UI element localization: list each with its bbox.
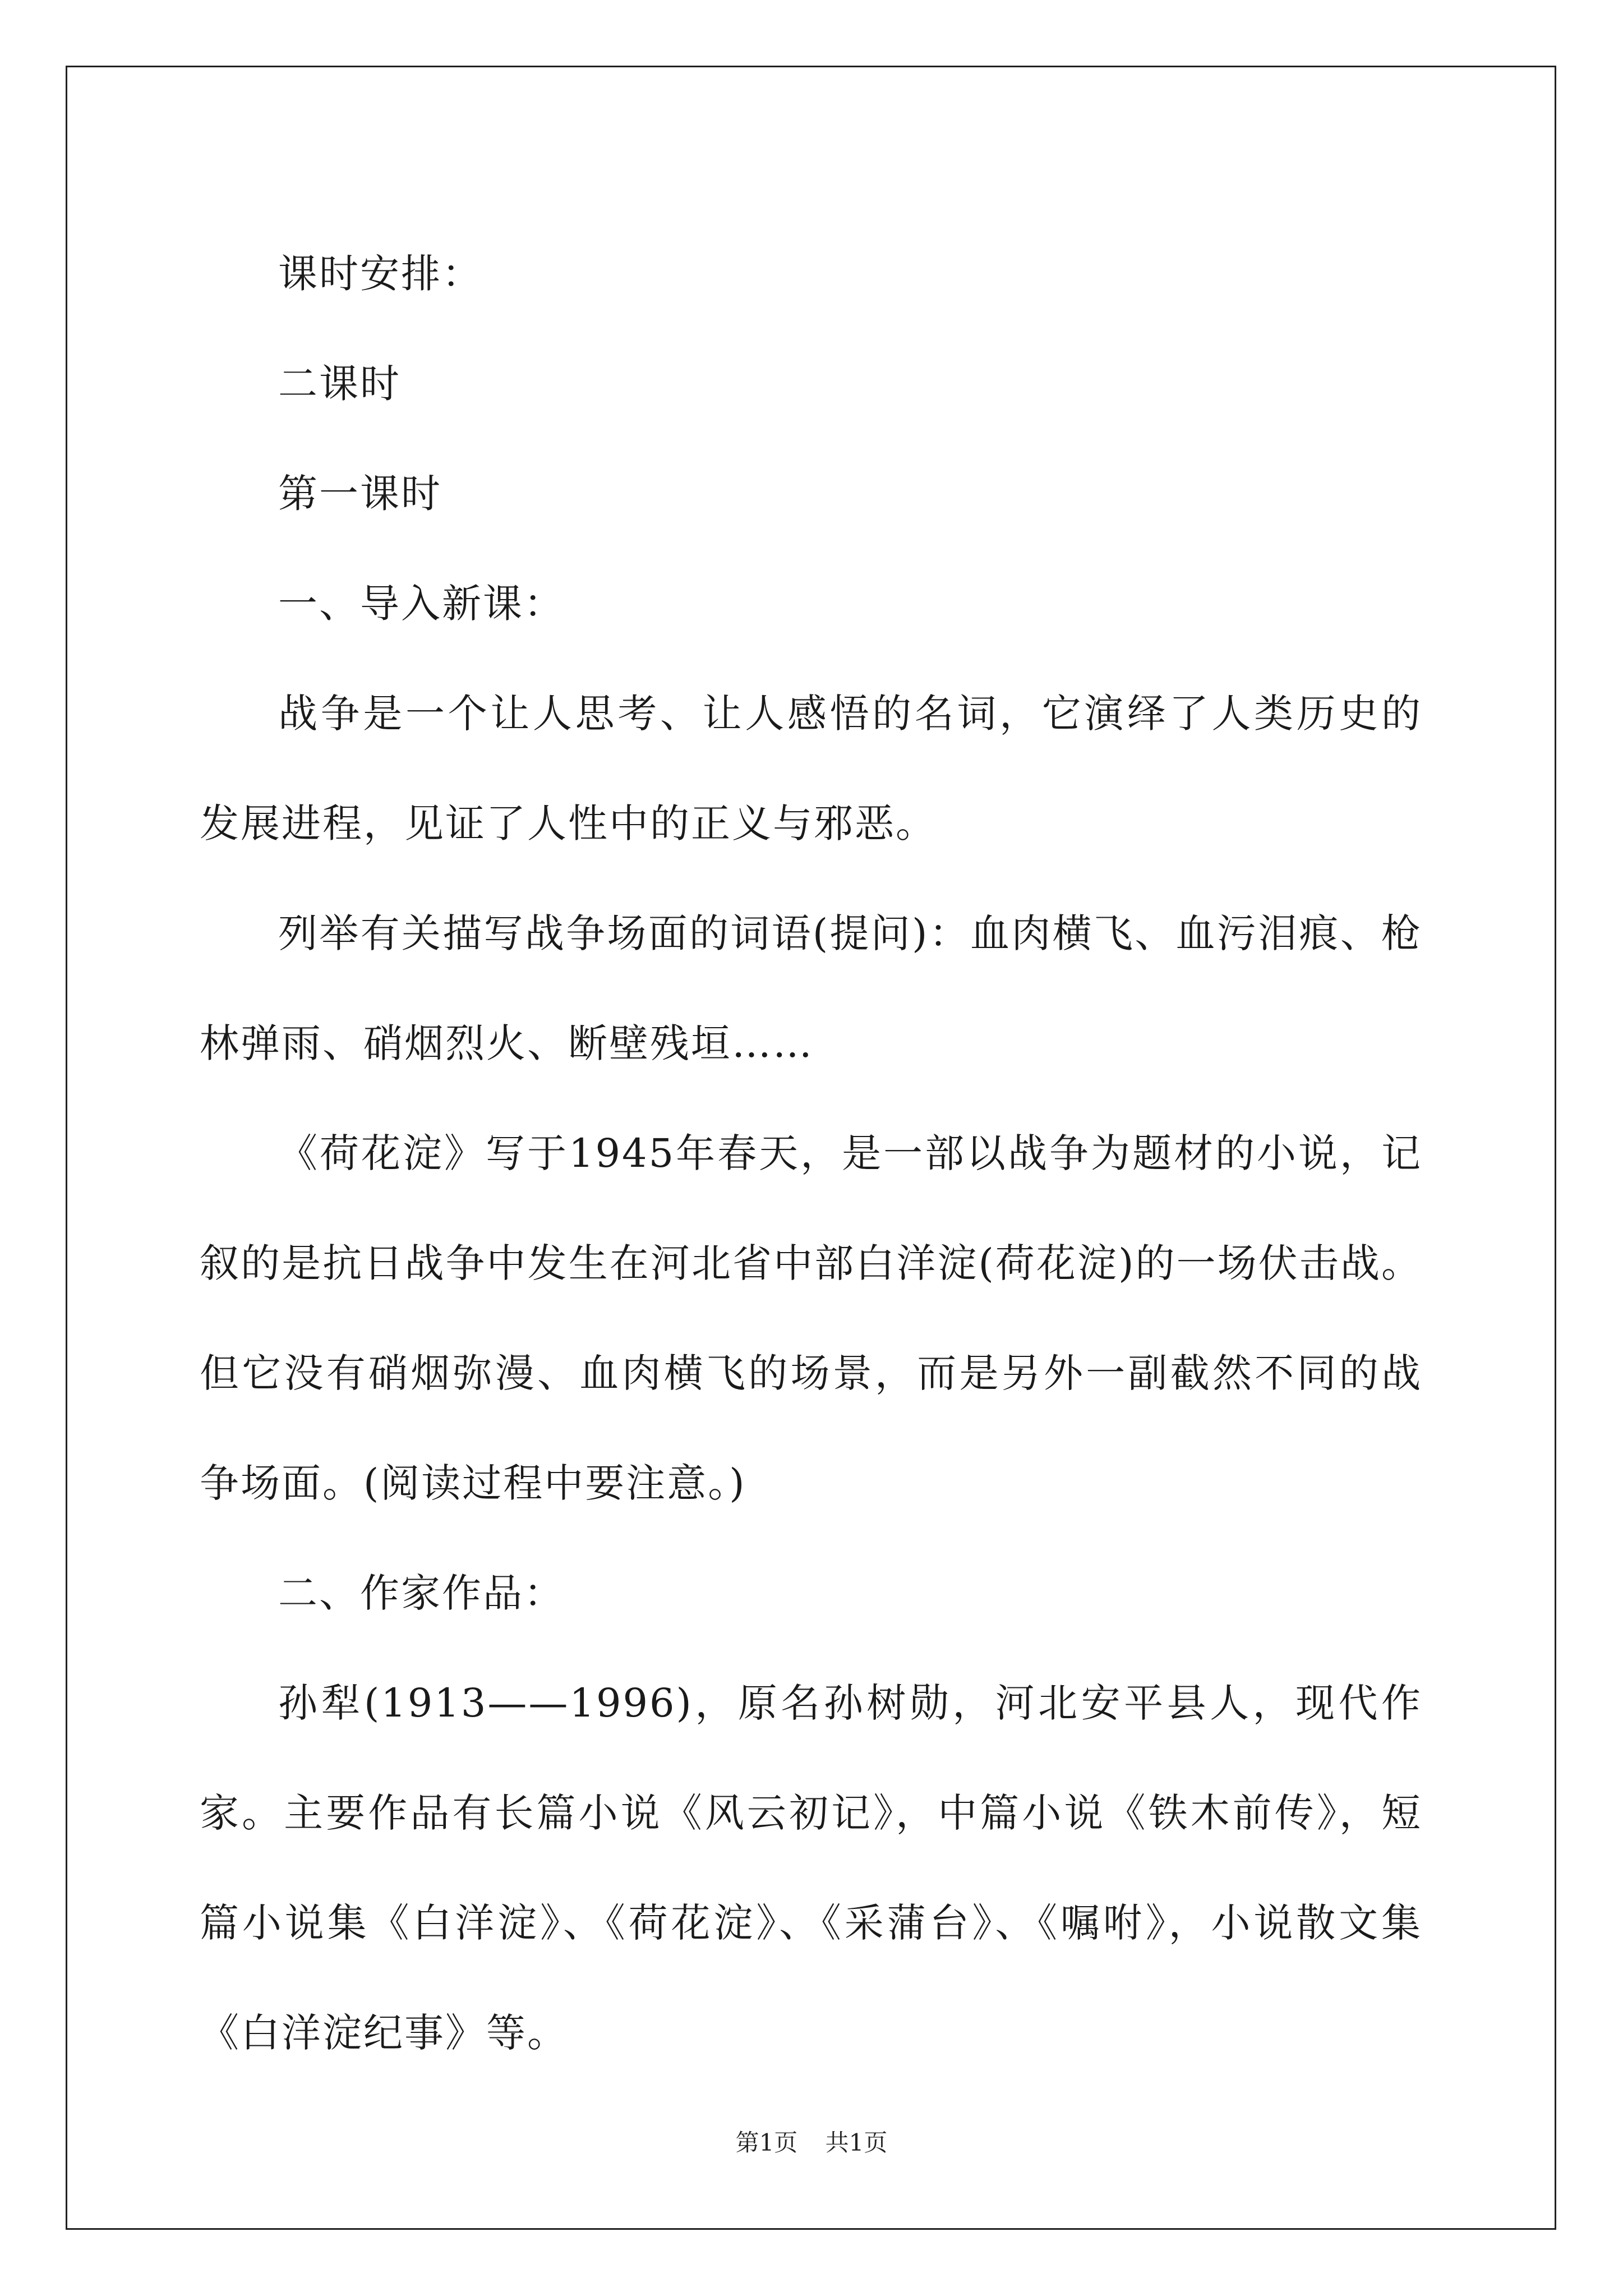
paragraph: 第一课时 bbox=[278, 471, 442, 517]
paragraph: 《荷花淀》写于1945年春天，是一部以战争为题材的小说，记叙的是抗日战争中发生在河北省中部白洋淀(荷花淀)的一场伏击战。但它没有硝烟弥漫、血肉横飞的场景，而是另外一副截然不同的战争场面。(阅读过程中要注意。) bbox=[200, 1130, 1422, 1506]
page-footer bbox=[0, 2124, 1623, 2158]
paragraph: 二课时 bbox=[278, 361, 401, 407]
paragraph: 战争是一个让人思考、让人感悟的名词，它演绎了人类历史的发展进程，见证了人性中的正义与邪恶。 bbox=[200, 691, 1422, 846]
paragraph: 列举有关描写战争场面的词语(提问)：血肉横飞、血污泪痕、枪林弹雨、硝烟烈火、断壁残垣…… bbox=[200, 910, 1422, 1066]
paragraph: 课时安排： bbox=[278, 251, 483, 297]
document-body bbox=[200, 219, 1422, 2088]
paragraph: 二、作家作品： bbox=[278, 1570, 565, 1616]
page-number-total: 共1页 bbox=[825, 2129, 888, 2156]
paragraph: 一、导入新课： bbox=[278, 581, 565, 627]
page-number-current: 第1页 bbox=[735, 2129, 798, 2156]
paragraph: 孙犁(1913——1996)，原名孙树勋，河北安平县人，现代作家。主要作品有长篇小说《风云初记》，中篇小说《铁木前传》，短篇小说集《白洋淀》、《荷花淀》、《采蒲台》、《嘱咐》，小说散文集《白洋淀纪事》等。 bbox=[200, 1680, 1422, 2056]
